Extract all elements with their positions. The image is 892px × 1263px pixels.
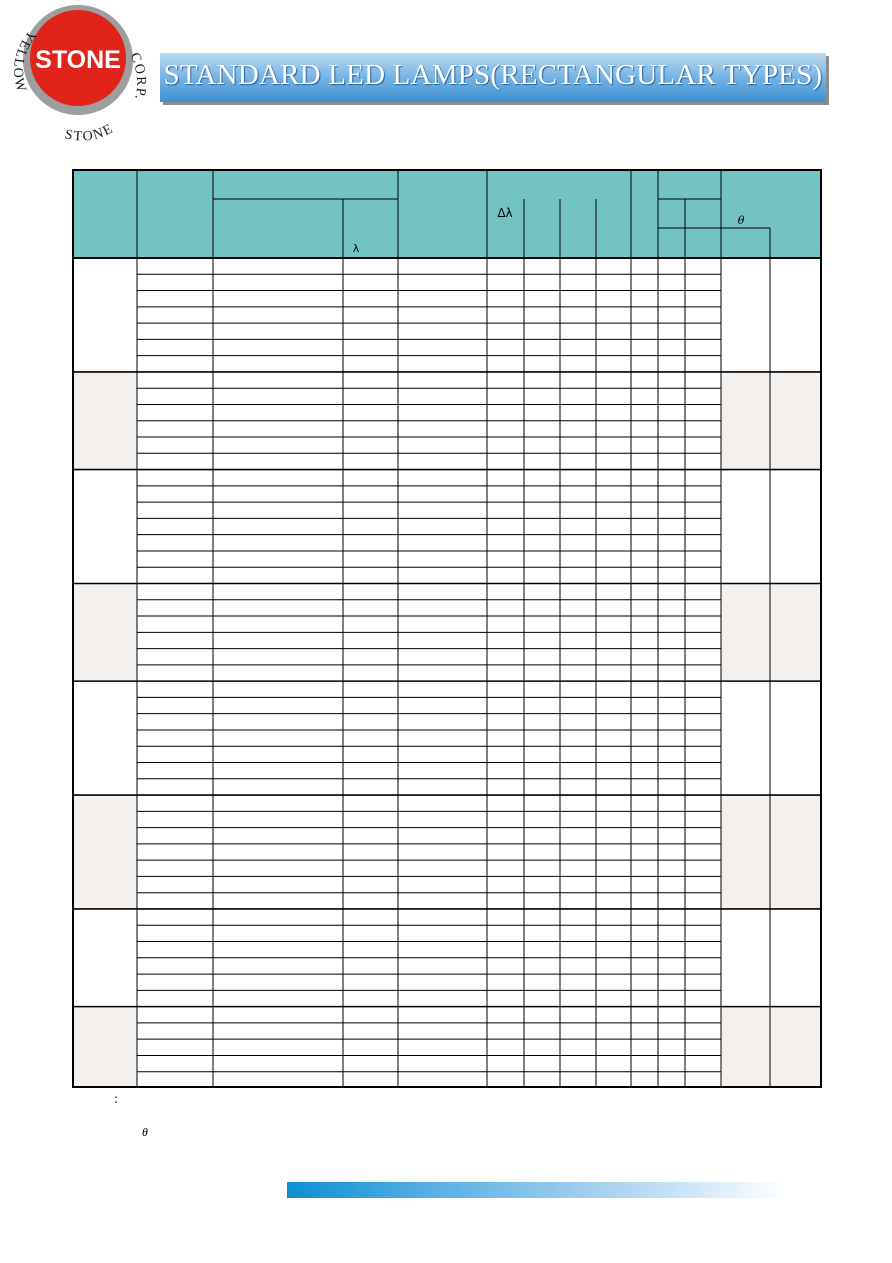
group-angle-cell-shaded	[721, 583, 822, 681]
logo-arc-bottom: STONE	[63, 121, 117, 142]
footer-gradient-bar	[287, 1182, 787, 1198]
group-label-cell-shaded	[72, 583, 137, 681]
group-angle-cell-shaded	[721, 795, 822, 909]
logo-name: STONE	[35, 46, 121, 74]
logo-arc-right: CORP.	[126, 50, 149, 103]
note-theta-symbol: θ	[142, 1125, 148, 1139]
group-angle-cell-shaded	[721, 372, 822, 470]
note-marker: :	[114, 1092, 119, 1106]
company-logo	[0, 0, 160, 142]
group-label-cell-shaded	[72, 372, 137, 470]
group-label-cell-shaded	[72, 1007, 137, 1088]
table-border	[73, 170, 821, 1087]
group-label-cell-shaded	[72, 795, 137, 909]
table-grid-lines	[72, 169, 822, 1088]
delta-lambda-symbol: Δλ	[497, 206, 513, 220]
theta-symbol: θ	[737, 214, 745, 227]
title-banner	[160, 53, 826, 102]
table-header-bg	[72, 169, 822, 258]
logo-arc-left: YELLOW	[9, 27, 39, 95]
lambda-symbol: λ	[352, 242, 360, 255]
group-angle-cell-shaded	[721, 1007, 822, 1088]
page-title: STANDARD LED LAMPS(RECTANGULAR TYPES)	[163, 59, 823, 91]
spec-table	[72, 169, 822, 1088]
